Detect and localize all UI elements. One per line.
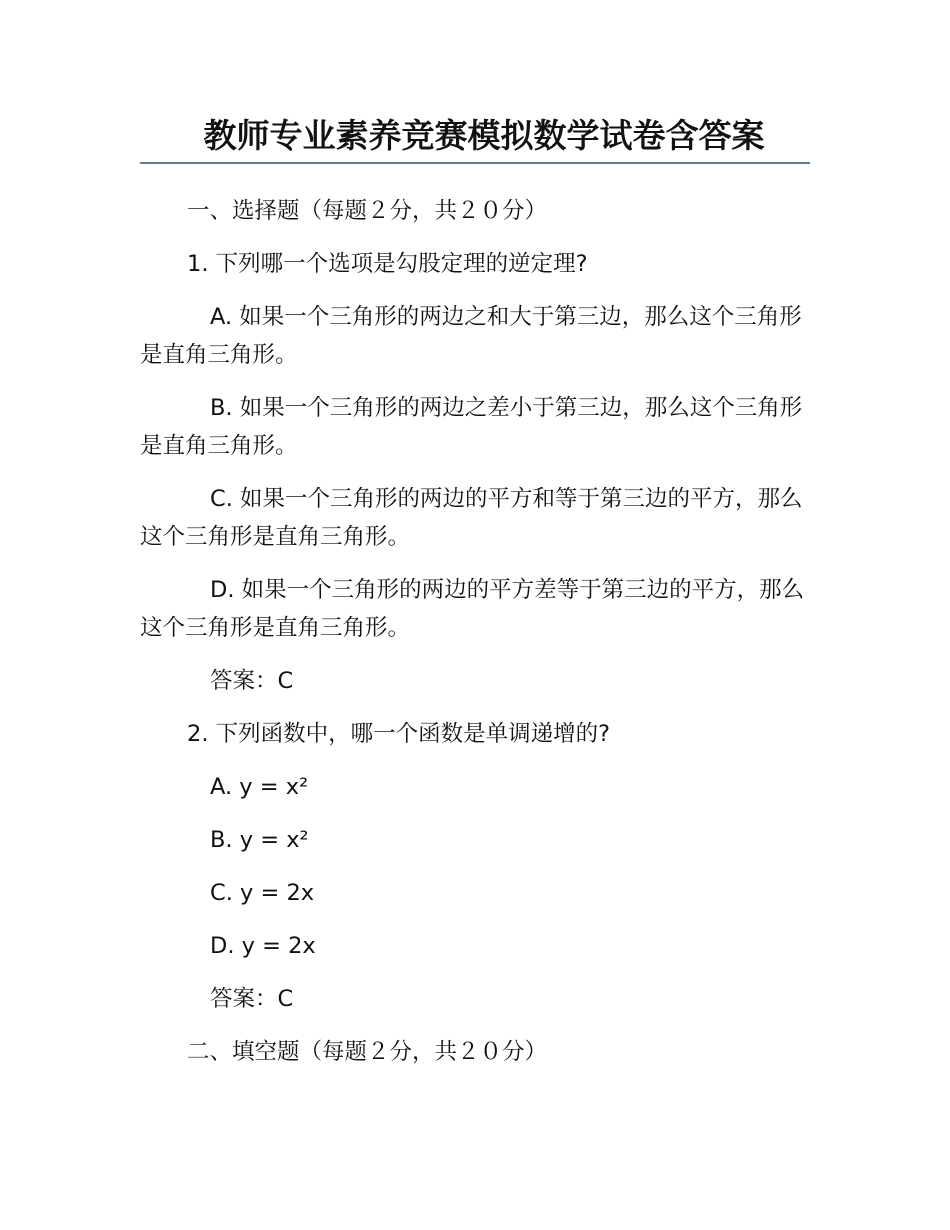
question-text: 2. 下列函数中，哪一个函数是单调递增的? — [187, 721, 611, 747]
answer: 答案：C — [210, 986, 294, 1012]
question-1 — [140, 245, 810, 700]
option-a: A. 如果一个三角形的两边之和大于第三边，那么这个三角形是直角三角形。 — [140, 304, 802, 368]
option-d: D. 如果一个三角形的两边的平方差等于第三边的平方，那么这个三角形是直角三角形。 — [140, 577, 805, 641]
answer: 答案：C — [210, 668, 294, 694]
document-body — [140, 192, 810, 1086]
option-c: C. y = 2x — [210, 880, 315, 906]
document-title: 教师专业素养竞赛模拟数学试卷含答案 — [203, 116, 765, 155]
title-underline — [140, 162, 810, 164]
option-d: D. y = 2x — [210, 933, 316, 959]
question-text: 1. 下列哪一个选项是勾股定理的逆定理? — [187, 251, 588, 277]
section-heading-choice: 一、选择题（每题２分，共２０分） — [187, 198, 548, 224]
section-heading-fill-in: 二、填空题（每题２分，共２０分） — [187, 1039, 548, 1065]
option-b: B. y = x² — [210, 827, 309, 853]
option-a: A. y = x² — [210, 774, 309, 800]
option-b: B. 如果一个三角形的两边之差小于第三边，那么这个三角形是直角三角形。 — [140, 395, 803, 459]
question-2 — [140, 715, 810, 1018]
option-c: C. 如果一个三角形的两边的平方和等于第三边的平方，那么这个三角形是直角三角形。 — [140, 486, 803, 550]
